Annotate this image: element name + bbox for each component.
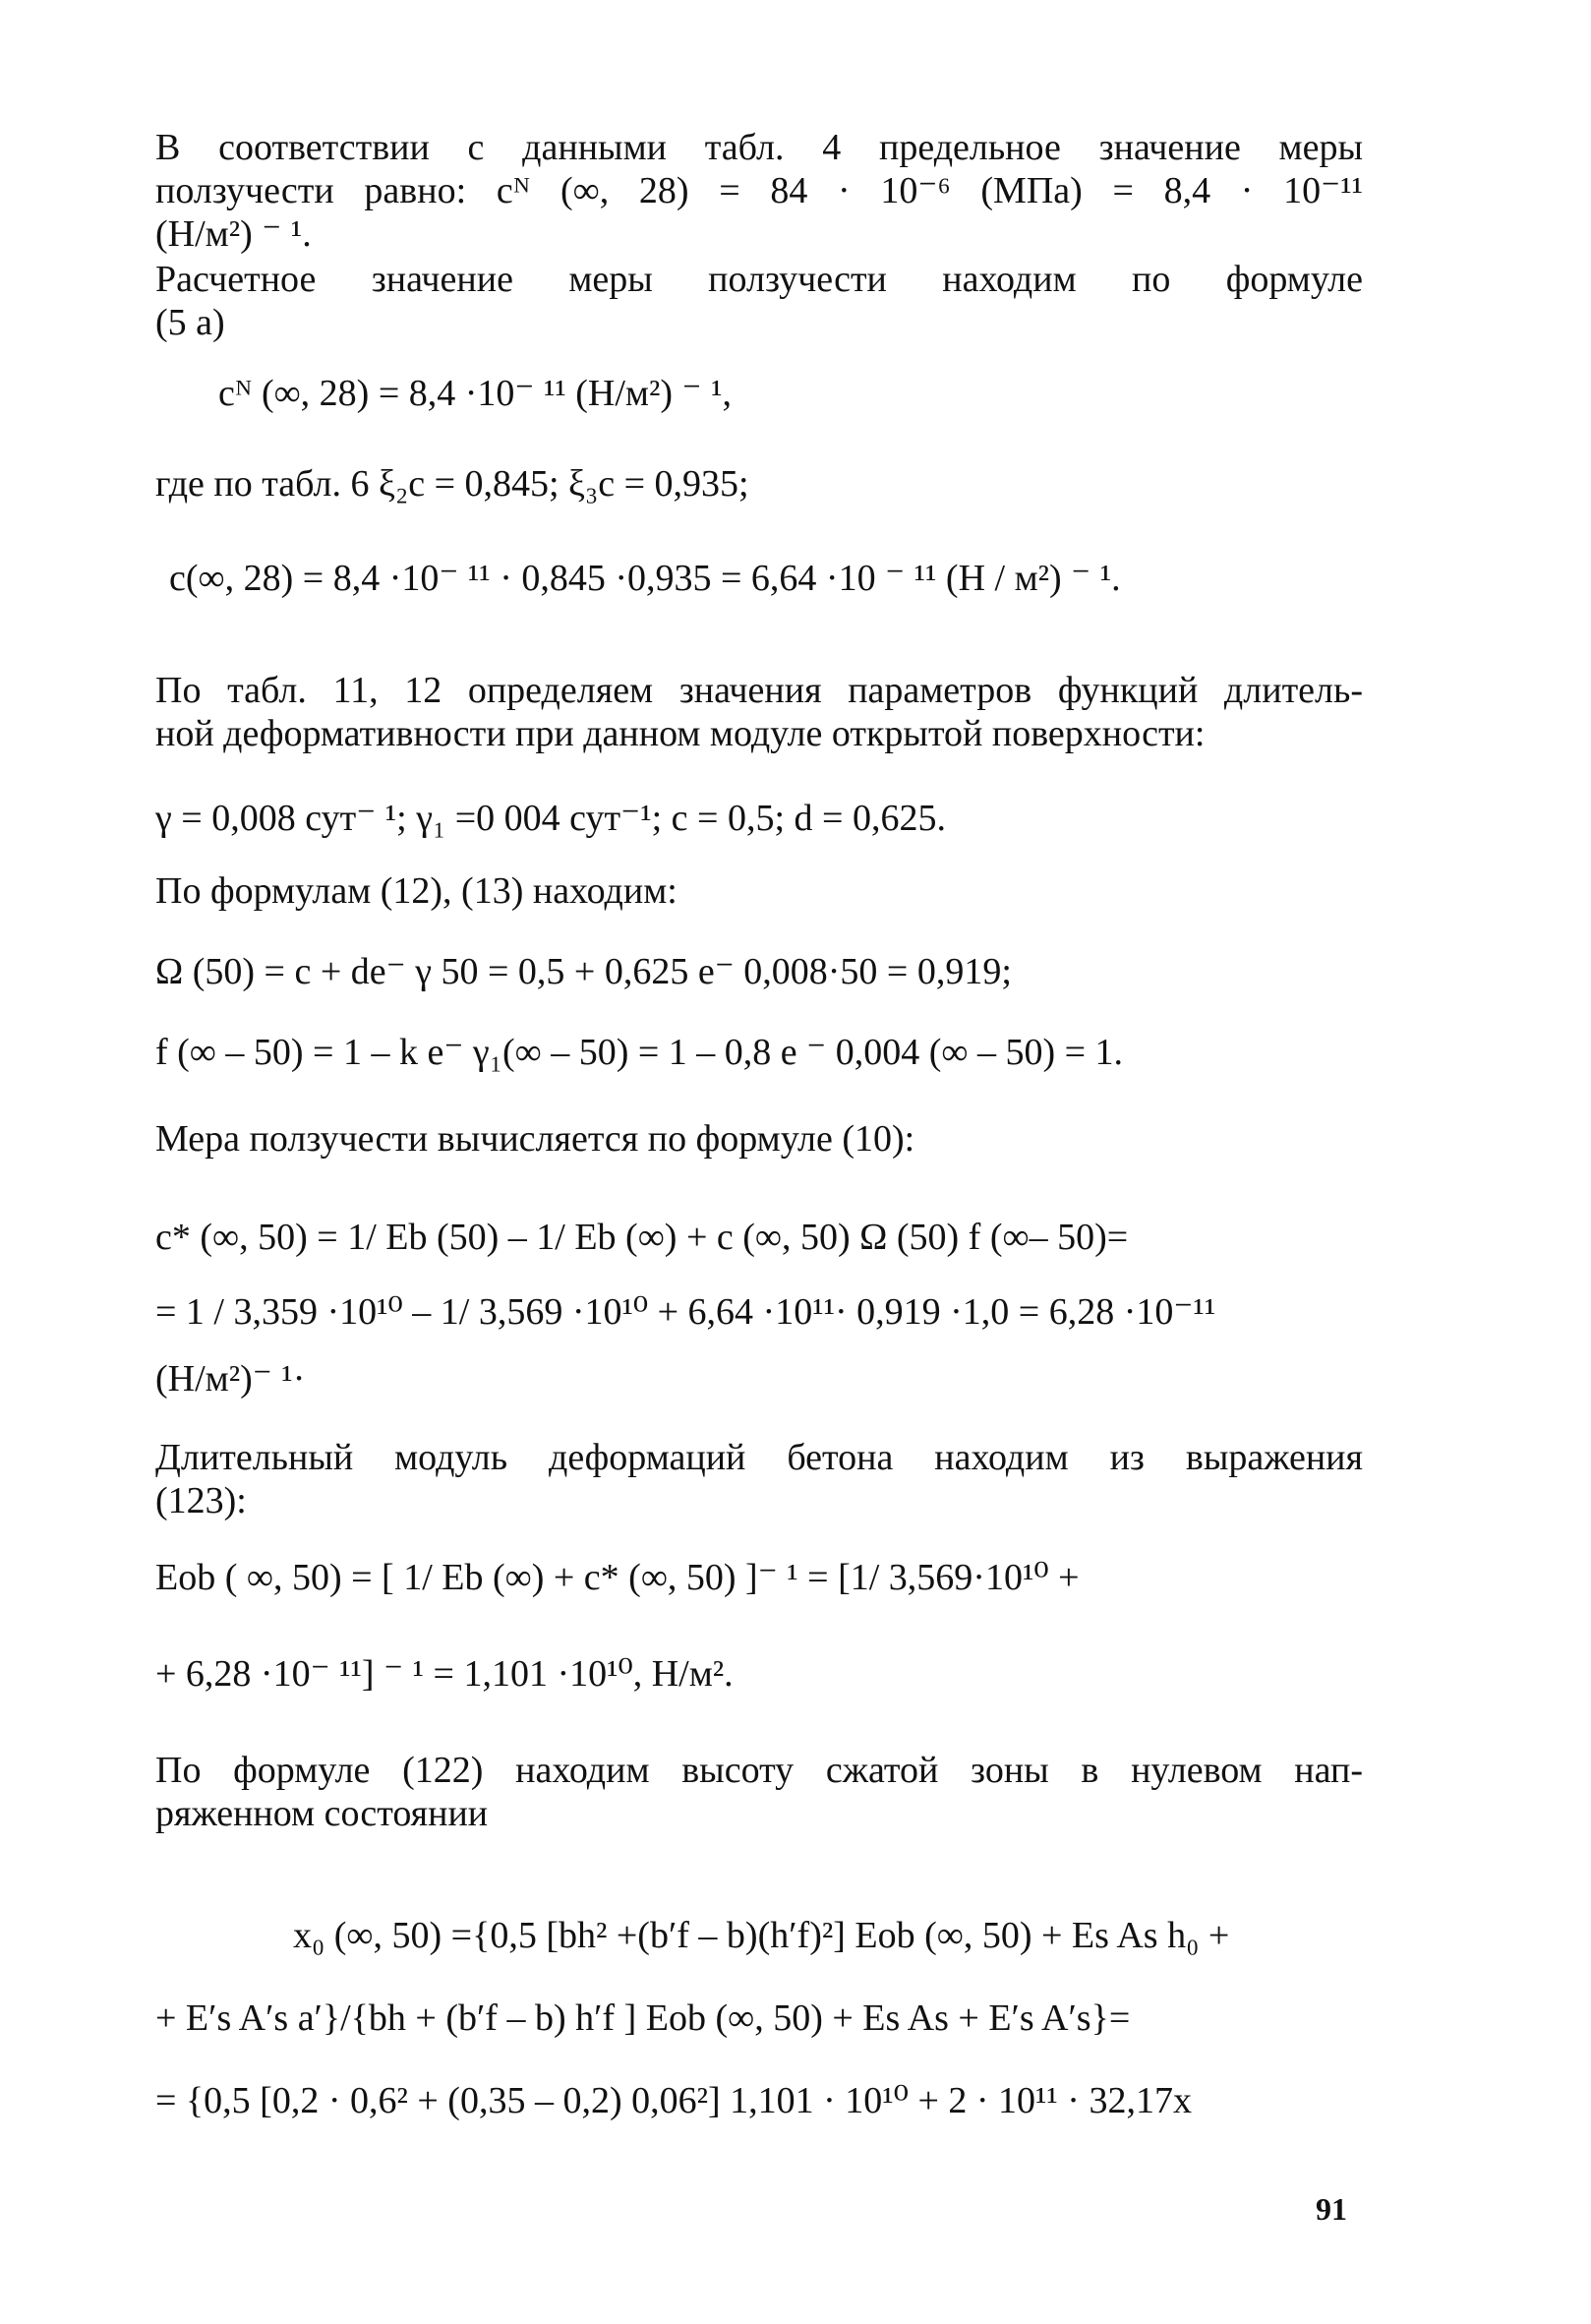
paragraph-line: ряженном состоянии: [155, 1793, 489, 1834]
formula-line: cᴺ (∞, 28) = 8,4 ·10⁻ ¹¹ (Н/м²) ⁻ ¹,: [218, 373, 732, 414]
paragraph-line: (Н/м²) ⁻ ¹.: [155, 213, 312, 255]
paragraph-line: По формулам (12), (13) находим:: [155, 870, 678, 912]
formula-line: (Н/м²)⁻ ¹·: [155, 1358, 306, 1400]
formula-line: Eob ( ∞, 50) = [ 1/ Eb (∞) + c* (∞, 50) ]⁻ ¹ = [1/ 3,569·10¹⁰ +: [155, 1557, 1080, 1598]
paragraph-line: Расчетное значение меры ползучести находим по формуле: [155, 259, 1363, 300]
paragraph-line: Длительный модуль деформаций бетона находим из выражения: [155, 1437, 1363, 1478]
formula-line: c(∞, 28) = 8,4 ·10⁻ ¹¹ · 0,845 ·0,935 = 6,64 ·10 ⁻ ¹¹ (Н / м²) ⁻ ¹.: [169, 558, 1121, 599]
paragraph-line: ной деформативности при данном модуле открытой поверхности:: [155, 713, 1206, 754]
formula-line: c* (∞, 50) = 1/ Eb (50) – 1/ Eb (∞) + c (∞, 50) Ω (50) f (∞– 50)=: [155, 1217, 1129, 1258]
paragraph-line: Мера ползучести вычисляется по формуле (10):: [155, 1118, 915, 1160]
formula-line: γ = 0,008 сут⁻ ¹; γ₁ =0 004 сут⁻¹; c = 0,5; d = 0,625.: [155, 798, 946, 839]
formula-line: Ω (50) = c + de⁻ γ 50 = 0,5 + 0,625 e⁻ 0,008·50 = 0,919;: [155, 951, 1012, 992]
paragraph-line: По табл. 11, 12 определяем значения параметров функций длитель-: [155, 670, 1363, 711]
paragraph-line: По формуле (122) находим высоту сжатой зоны в нулевом нап-: [155, 1750, 1363, 1791]
paragraph-line: (123):: [155, 1480, 247, 1521]
formula-line: = {0,5 [0,2 · 0,6² + (0,35 – 0,2) 0,06²] 1,101 · 10¹⁰ + 2 · 10¹¹ · 32,17x: [155, 2080, 1192, 2121]
formula-line: x₀ (∞, 50) ={0,5 [bh² +(b′f – b)(h′f)²] Eob (∞, 50) + Es As h₀ +: [293, 1915, 1230, 1956]
paragraph-line: ползучести равно: cᴺ (∞, 28) = 84 · 10⁻⁶ (МПа) = 8,4 · 10⁻¹¹: [155, 170, 1363, 211]
formula-line: + 6,28 ·10⁻ ¹¹] ⁻ ¹ = 1,101 ·10¹⁰, Н/м².: [155, 1653, 734, 1695]
paragraph-line: В соответствии с данными табл. 4 предельное значение меры: [155, 127, 1363, 168]
formula-line: + E′s A′s a′}/{bh + (b′f – b) h′f ] Eob (∞, 50) + Es As + E′s A′s}=: [155, 1997, 1131, 2039]
page-number: 91: [1316, 2191, 1347, 2227]
formula-line: f (∞ – 50) = 1 – k e⁻ γ₁(∞ – 50) = 1 – 0,8 e ⁻ 0,004 (∞ – 50) = 1.: [155, 1032, 1124, 1073]
formula-line: где по табл. 6 ξ₂c = 0,845; ξ₃c = 0,935;: [155, 463, 749, 505]
formula-line: = 1 / 3,359 ·10¹⁰ – 1/ 3,569 ·10¹⁰ + 6,64 ·10¹¹· 0,919 ·1,0 = 6,28 ·10⁻¹¹: [155, 1291, 1216, 1333]
paragraph-line: (5 а): [155, 302, 225, 343]
